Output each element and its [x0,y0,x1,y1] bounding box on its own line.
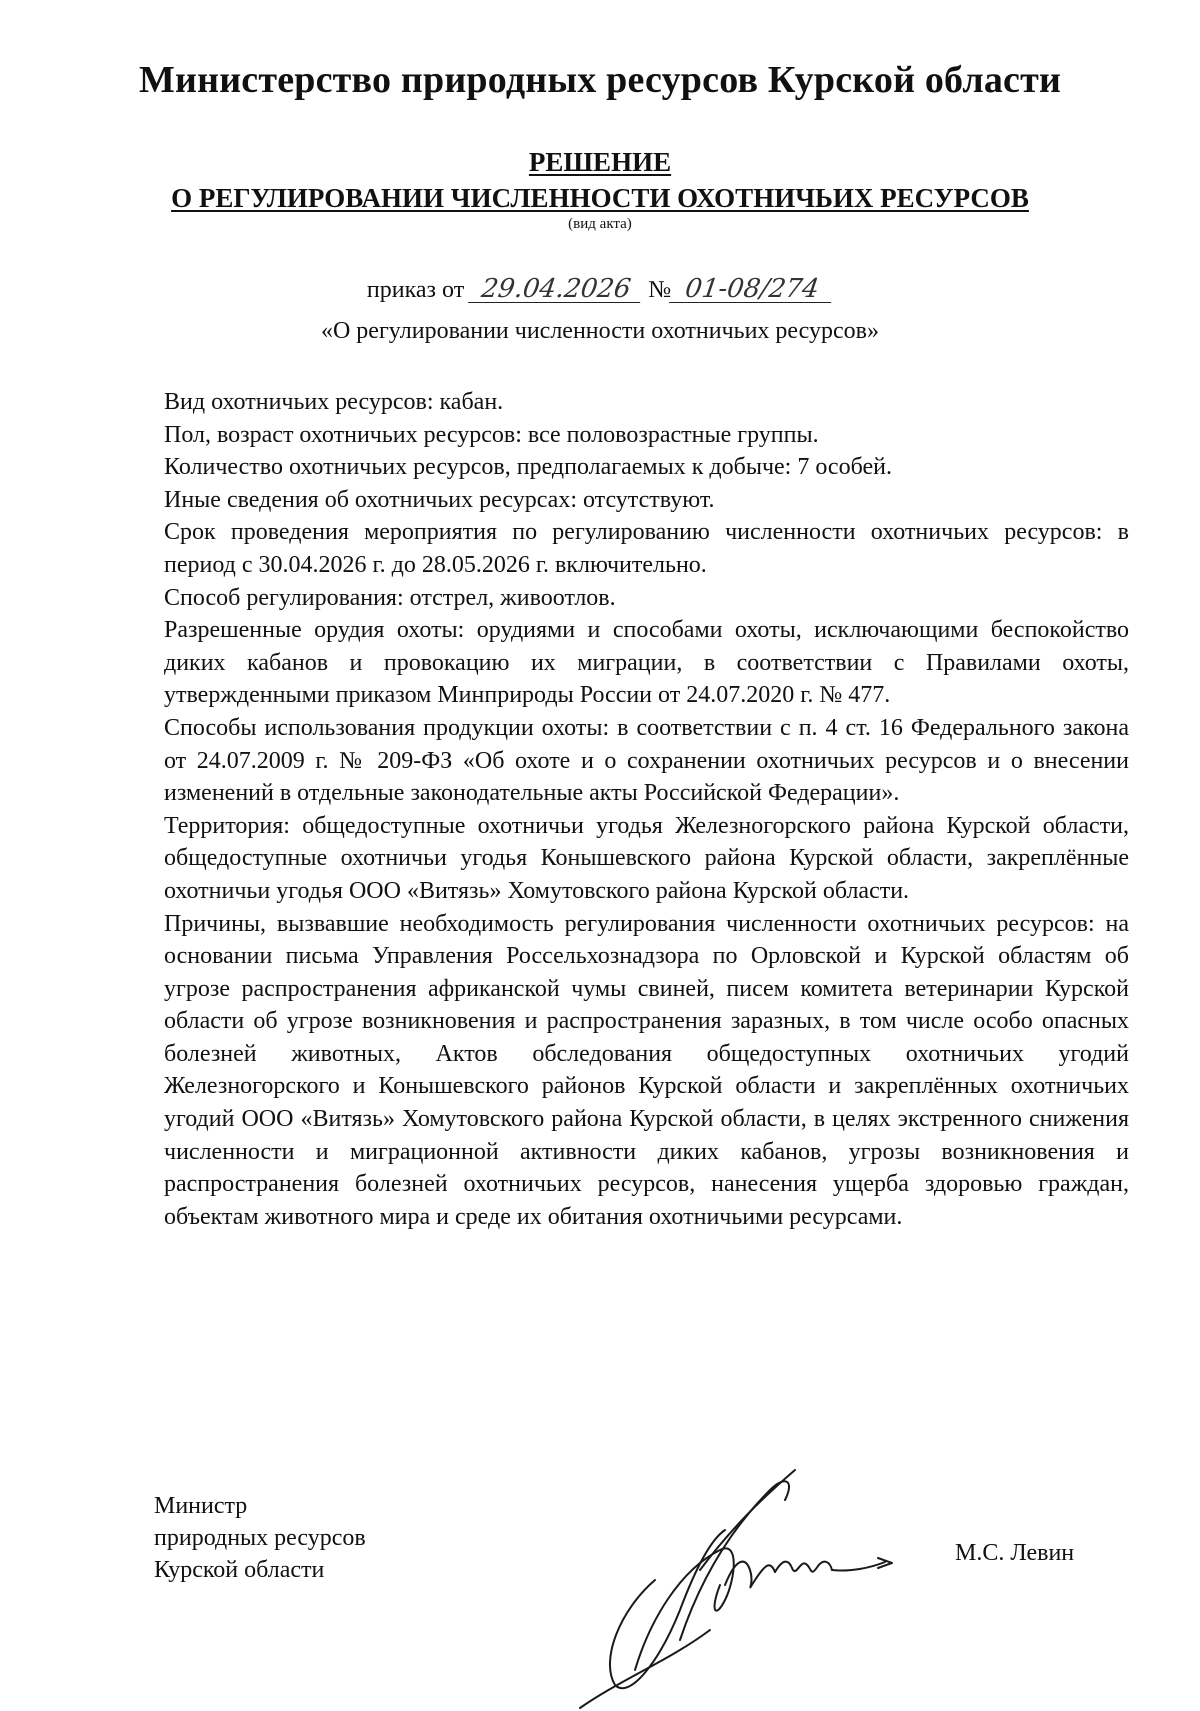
order-title: «О регулировании численности охотничьих ресурсов» [320,318,880,344]
paragraph-quantity: Количество охотничьих ресурсов, предполагаемых к добыче: 7 особей. [164,454,892,481]
signer-position-line2: природных ресурсов [154,1525,366,1551]
act-type-line2: О РЕГУЛИРОВАНИИ ЧИСЛЕННОСТИ ОХОТНИЧЬИХ РЕСУРСОВ [171,183,1029,213]
order-line [0,276,1200,304]
paragraph-reasons: Причины, вызвавшие необходимость регулирования численности охотничьих ресурсов: на основании письма Управления Россельхознадзора по Орловской и Курской областям об угрозе распространения африканской чумы свиней, писем комитета ветеринарии Курской области об угрозе возникновения и распространения заразных, в том числе особо опасных болезней животных, Актов обследования общедоступных охотничьих угодий Железногорского и Конышевского районов Курской области и закреплённых охотничьих угодий ООО «Витязь» Хомутовского района Курской области, в целях экстренного снижения численности и миграционной активности диких кабанов, угрозы возникновения и распространения болезней охотничьих ресурсов, нанесения ущерба здоровью граждан, объектам животного мира и среде их обитания охотничьими ресурсами. [164,910,1129,1230]
handwritten-signature [560,1460,940,1710]
ministry-title: Министерство природных ресурсов Курской области [138,59,1062,101]
paragraph-product-use: Способы использования продукции охоты: в соответствии с п. 4 ст. 16 Федерального закона от 24.07.2009 г. № 209-ФЗ «Об охоте и о сохранении охотничьих ресурсов и о внесении изменений в отдельные законодательные акты Российской Федерации». [164,714,1129,807]
signer-position-line3: Курской области [154,1557,325,1583]
act-caption: (вид акта) [568,216,632,232]
paragraph-tools: Разрешенные орудия охоты: орудиями и способами охоты, исключающими беспокойство диких кабанов и провокацию их миграции, в соответствии с Правилами охоты, утвержденными приказом Минприроды России от 24.07.2020 г. № 477. [164,617,1129,709]
act-type [0,144,1200,216]
order-number-handwritten: 01-08/274 [669,276,835,303]
paragraph-territory: Территория: общедоступные охотничьи угодья Железногорского района Курской области, общедоступные охотничьи угодья Конышевского района Курской области, закреплённые охотничьи угодья ООО «Витязь» Хомутовского района Курской области. [164,812,1129,904]
paragraph-species: Вид охотничьих ресурсов: кабан. [164,389,504,415]
order-prefix: приказ от [366,277,465,303]
paragraph-other-info: Иные сведения об охотничьих ресурсах: отсутствуют. [164,486,715,513]
decision-body [164,386,1129,1233]
signer-position [154,1490,366,1586]
act-type-line1: РЕШЕНИЕ [528,147,672,177]
paragraph-sex-age: Пол, возраст охотничьих ресурсов: все половозрастные группы. [164,421,819,448]
order-date-handwritten: 29.04.2026 [468,276,644,303]
signer-position-line1: Министр [154,1493,248,1519]
order-number-sign: № [648,277,672,303]
paragraph-method: Способ регулирования: отстрел, живоотлов. [164,584,616,611]
paragraph-period: Срок проведения мероприятия по регулированию численности охотничьих ресурсов: в период с 30.04.2026 г. до 28.05.2026 г. включительно. [164,519,1129,578]
signer-name: М.С. Левин [955,1540,1075,1566]
